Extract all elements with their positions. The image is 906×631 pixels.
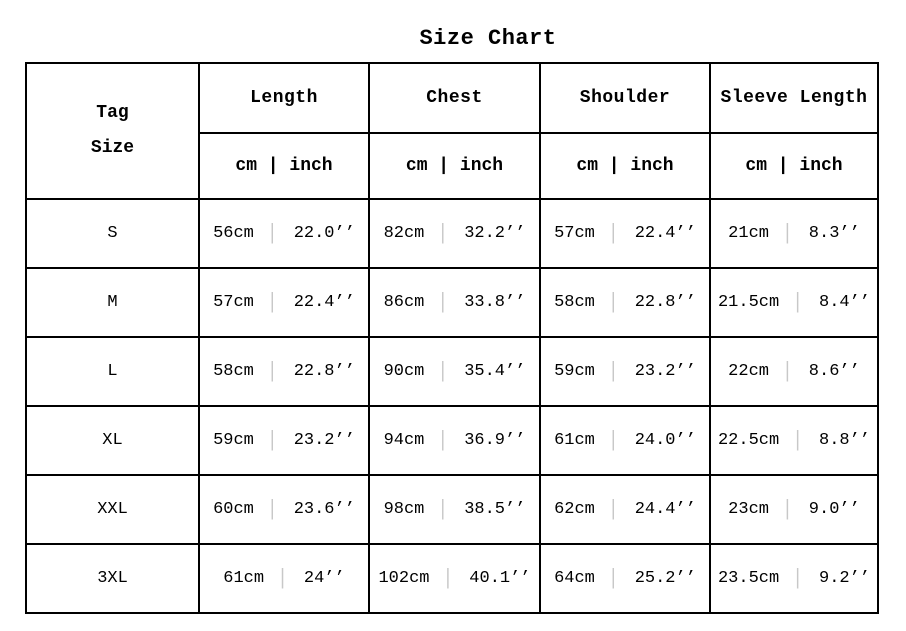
inch-value: 22.8’’ [293,362,355,381]
inch-value: 38.5’’ [464,500,526,519]
tag-size-header-cell [26,63,199,199]
column-header-chest: Chest [369,63,540,133]
chest-cell [369,337,540,406]
size-label: L [26,337,199,406]
cm-value: 58cm [554,293,595,312]
length-cell [199,199,369,268]
inch-value: 25.2’’ [634,569,696,588]
sleeve-length-cell [710,337,878,406]
column-header-sleeve-length: Sleeve Length [710,63,878,133]
unit-separator: | [607,221,619,246]
unit-separator: | [781,359,793,384]
cm-value: 58cm [213,362,254,381]
unit-header-chest: cm | inch [369,133,540,199]
page-title: Size Chart [419,26,557,51]
size-label: S [26,199,199,268]
column-header-shoulder: Shoulder [540,63,710,133]
unit-separator: | [437,428,449,453]
unit-separator: | [607,290,619,315]
inch-value: 23.2’’ [634,362,696,381]
unit-separator: | [792,290,803,315]
cm-value: 98cm [383,500,425,519]
shoulder-cell [540,268,710,337]
table-row-3xl [26,544,878,613]
sleeve-length-cell [710,544,878,613]
inch-value: 33.8’’ [464,293,526,312]
inch-value: 24’’ [303,569,345,588]
table-row-m [26,268,878,337]
cm-value: 57cm [213,293,254,312]
cm-value: 102cm [378,569,430,588]
sleeve-length-cell [710,406,878,475]
cm-value: 23.5cm [717,569,780,588]
unit-separator: | [781,221,793,246]
unit-separator: | [277,566,288,591]
chest-cell [369,268,540,337]
sleeve-length-cell [710,199,878,268]
inch-value: 22.4’’ [293,293,355,312]
shoulder-cell [540,337,710,406]
inch-value: 36.9’’ [464,431,526,450]
chest-cell [369,544,540,613]
inch-value: 35.4’’ [464,362,526,381]
size-label: XL [26,406,199,475]
unit-separator: | [437,221,449,246]
cm-value: 86cm [383,293,425,312]
size-label: XXL [26,475,199,544]
inch-value: 8.3’’ [808,224,860,243]
length-cell [199,475,369,544]
shoulder-cell [540,199,710,268]
inch-value: 22.0’’ [293,224,355,243]
inch-value: 40.1’’ [469,569,531,588]
cm-value: 23cm [728,500,769,519]
column-header-row [26,63,878,133]
unit-separator: | [437,290,449,315]
size-chart-table [25,62,879,614]
inch-value: 24.4’’ [634,500,696,519]
cm-value: 21.5cm [717,293,780,312]
inch-value: 9.0’’ [808,500,860,519]
cm-value: 64cm [554,569,595,588]
shoulder-cell [540,406,710,475]
size-label: M [26,268,199,337]
unit-separator: | [437,497,449,522]
length-cell [199,268,369,337]
unit-separator: | [607,566,619,591]
table-row-xxl [26,475,878,544]
unit-separator: | [266,290,278,315]
table-row-l [26,337,878,406]
cm-value: 61cm [223,569,265,588]
length-cell [199,406,369,475]
unit-separator: | [792,428,803,453]
size-label: 3XL [26,544,199,613]
inch-value: 8.4’’ [819,293,871,312]
unit-separator: | [781,497,793,522]
column-header-length: Length [199,63,369,133]
cm-value: 56cm [213,224,254,243]
tag-header-line2: Size [90,138,135,158]
cm-value: 21cm [728,224,769,243]
cm-value: 90cm [383,362,425,381]
unit-header-shoulder: cm | inch [540,133,710,199]
inch-value: 23.2’’ [293,431,355,450]
unit-header-length: cm | inch [199,133,369,199]
chest-cell [369,199,540,268]
unit-separator: | [792,566,803,591]
table-row-s [26,199,878,268]
chest-cell [369,406,540,475]
unit-header-sleeve-length: cm | inch [710,133,878,199]
unit-separator: | [266,221,278,246]
length-cell [199,337,369,406]
tag-header-line1: Tag [96,103,129,123]
inch-value: 24.0’’ [634,431,696,450]
unit-separator: | [266,359,278,384]
shoulder-cell [540,475,710,544]
cm-value: 82cm [383,224,425,243]
unit-separator: | [442,566,454,591]
unit-separator: | [607,359,619,384]
cm-value: 22cm [728,362,769,381]
unit-separator: | [607,497,619,522]
inch-value: 8.8’’ [819,431,871,450]
inch-value: 32.2’’ [464,224,526,243]
inch-value: 8.6’’ [808,362,860,381]
sleeve-length-cell [710,475,878,544]
cm-value: 22.5cm [717,431,780,450]
inch-value: 23.6’’ [293,500,355,519]
inch-value: 22.4’’ [634,224,696,243]
cm-value: 57cm [554,224,595,243]
cm-value: 61cm [554,431,595,450]
cm-value: 94cm [383,431,425,450]
table-row-xl [26,406,878,475]
unit-separator: | [266,497,278,522]
sleeve-length-cell [710,268,878,337]
unit-separator: | [437,359,449,384]
cm-value: 59cm [554,362,595,381]
inch-value: 9.2’’ [819,569,871,588]
unit-separator: | [266,428,278,453]
cm-value: 62cm [554,500,595,519]
shoulder-cell [540,544,710,613]
inch-value: 22.8’’ [634,293,696,312]
cm-value: 60cm [213,500,254,519]
cm-value: 59cm [213,431,254,450]
unit-separator: | [607,428,619,453]
length-cell [199,544,369,613]
chest-cell [369,475,540,544]
